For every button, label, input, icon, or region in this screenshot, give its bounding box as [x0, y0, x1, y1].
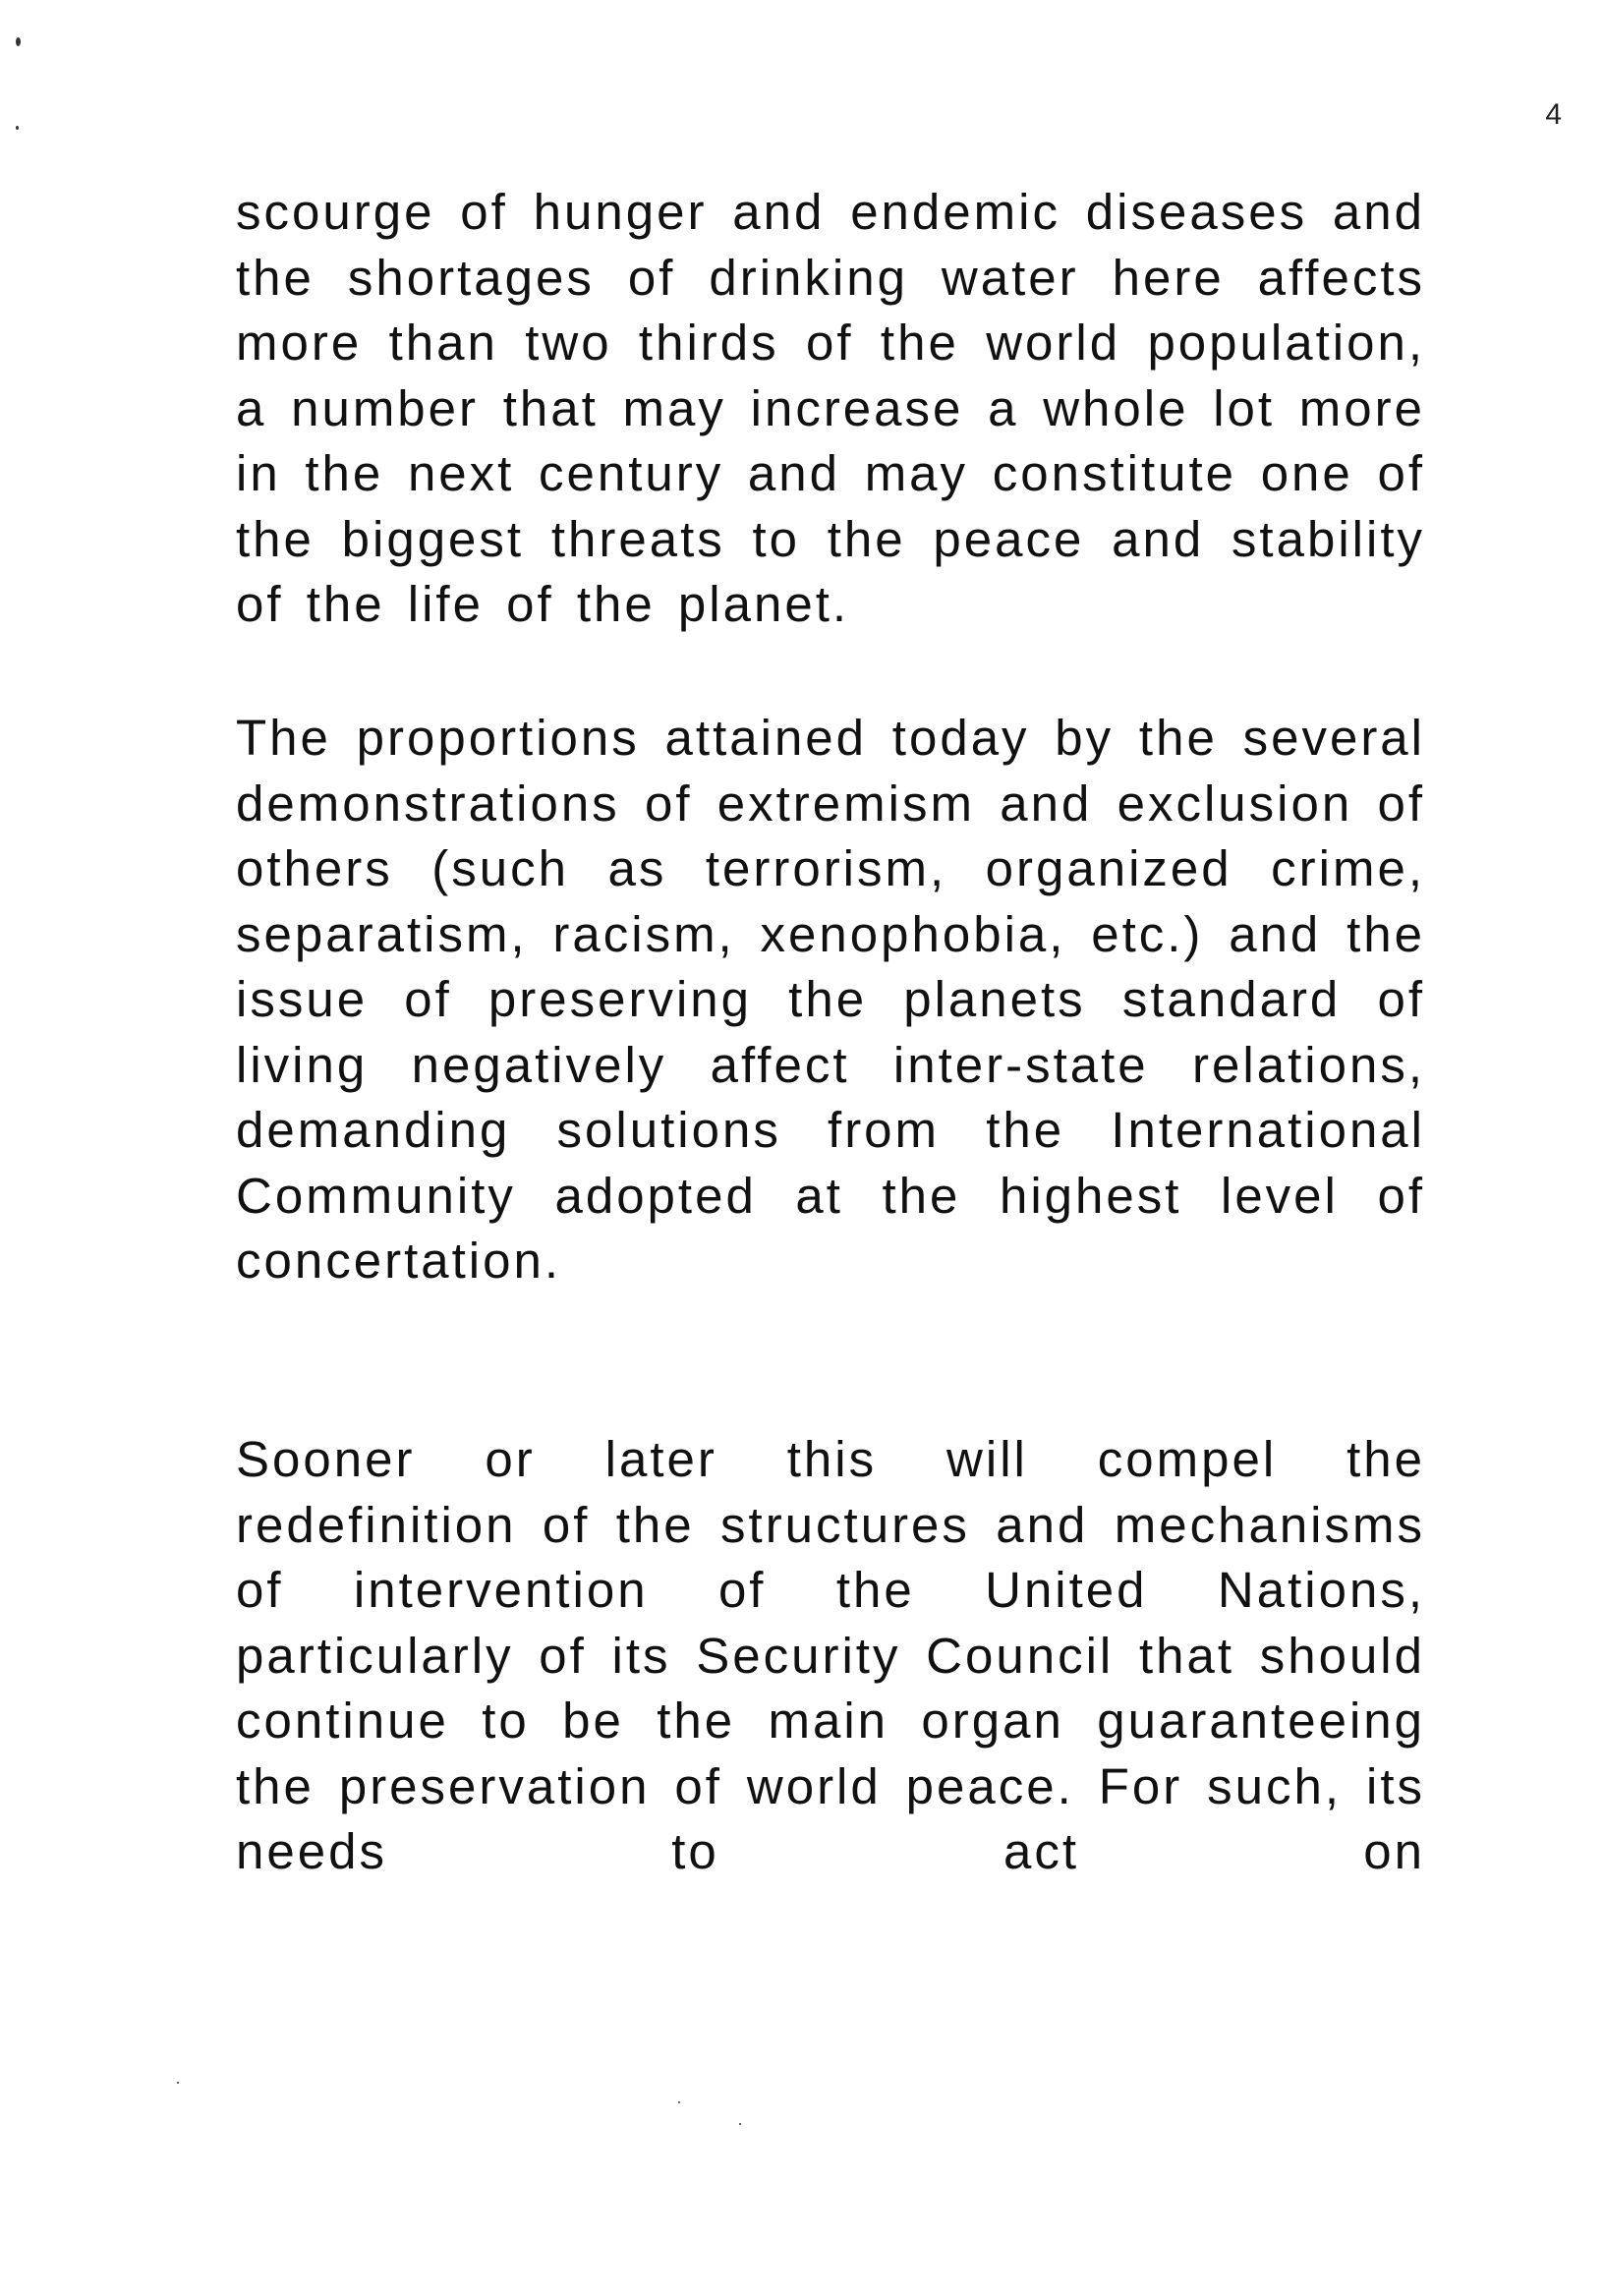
scan-speck: [177, 2082, 179, 2084]
paragraph-1: scourge of hunger and endemic diseases and the shortages of drinking water here affects more than two thirds of the world population, a number that may increase a whole lot more in the next century and may constitute one of the biggest threats to the peace and stability of the life of the planet.: [236, 184, 1425, 632]
scan-speck: [678, 2101, 680, 2103]
scan-speck: [739, 2123, 741, 2125]
page-number: 4: [1545, 98, 1563, 131]
paragraph-3: Sooner or later this will compel the redefinition of the structures and mechanisms of intervention of the United Nations, particularly of its Security Council that should continue to be the main organ guaranteeing the preservation of world peace. For such, its needs to act on: [236, 1431, 1425, 1879]
paragraph-2: The proportions attained today by the several demonstrations of extremism and exclusion of others (such as terrorism, organized crime, separatism, racism, xenophobia, etc.) and the issue of preserving the planets standard of living negatively affect inter-state relations, demanding solutions from the International Community adopted at the highest level of concertation.: [236, 710, 1425, 1289]
scan-speck: [16, 37, 21, 46]
scan-speck: [16, 126, 19, 130]
